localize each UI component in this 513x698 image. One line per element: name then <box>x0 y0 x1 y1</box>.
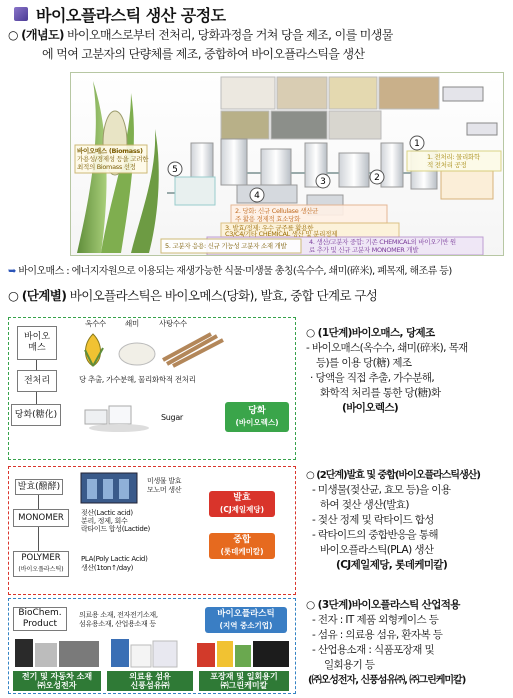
step-circle-1 <box>410 136 424 150</box>
stage1-flow-box <box>8 317 296 460</box>
stage1-line1: - 바이오매스(옥수수, 쇄미(碎米), 목재 <box>306 342 468 354</box>
stage3-description <box>306 598 512 688</box>
biomass-label-2: 가용성/경제성 등을 고려한 <box>77 155 149 163</box>
svg-text:1: 1 <box>414 139 420 149</box>
cane-label: 사탕수수 <box>159 319 187 328</box>
fermentation-image <box>79 471 139 505</box>
step1-label-a: 1. 전처리: 물리화학 <box>427 153 480 161</box>
step-circle-2 <box>370 170 384 184</box>
poly-badge-title: 중합 <box>233 535 251 545</box>
svg-text:3: 3 <box>320 177 326 187</box>
stage3-line4: 일회용기 등 <box>324 659 375 671</box>
biomass-note <box>8 262 508 277</box>
caption-packaging-title: 포장재 및 일회용기 <box>210 672 278 681</box>
biomass-node: 바이오 매스 <box>17 326 57 360</box>
step-circle-4 <box>250 188 264 202</box>
stage3-line2: - 섬유 : 의료용 섬유, 환자복 등 <box>312 629 443 641</box>
step3-label-a: 3. 발효/정제: 우수 균주를 활용한 <box>225 224 314 232</box>
product-desc-1: 의료용 소재, 전자전기소재, <box>79 611 158 619</box>
stage1-title: ○ (1단계)바이오매스, 당제조 <box>306 327 435 339</box>
stage3-line5: (㈜오성전자, 신풍섬유㈜, ㈜그린케미칼) <box>308 675 466 686</box>
ferm-badge-title: 발효 <box>233 493 251 503</box>
stages-label: (단계별) <box>21 288 67 303</box>
flow-connector-4 <box>38 527 39 551</box>
flow-connector-1 <box>36 360 37 370</box>
page-title-text: 바이오플라스틱 생산 공정도 <box>36 5 226 25</box>
sugar-label: Sugar <box>161 413 183 422</box>
caption-packaging-company: ㈜그린케미칼 <box>220 681 268 690</box>
sacch-badge-title: 당화 <box>248 406 266 416</box>
flow-connector-2 <box>36 392 37 404</box>
step3-label-b: C3/C4/기타 CHEMICAL 생산 및 분리정제 <box>225 230 338 238</box>
ferm-desc-2: 모노머 생산 <box>147 486 182 494</box>
stage3-flow-box <box>8 598 296 694</box>
step4-label-b: 료 추가 및 신규 고분자 MONOMER 개발 <box>309 246 419 254</box>
stages-bullet: ○ <box>8 288 19 303</box>
step4-label-a: 4. 생산/고분자 중합: 기존 CHEMICAL외 바이오기반 원 <box>309 238 456 246</box>
monomer-desc-3: 락타이드 합성(Lactide) <box>81 525 150 533</box>
overview-bullet: ○ <box>8 28 18 42</box>
step-circle-5 <box>168 162 182 176</box>
stage2-line4: - 락타이드의 중합반응을 통해 <box>312 529 438 541</box>
pretreat-desc: 당 추출, 가수분해, 물리화학적 전처리 <box>79 375 196 384</box>
polymer-node <box>13 551 69 577</box>
stage2-description <box>306 468 510 573</box>
ferm-badge-company: (CJ제일제당) <box>219 505 265 514</box>
overview-label: (개념도) <box>21 28 64 42</box>
caption-packaging <box>199 671 289 691</box>
fermentation-node: 발효(醱酵) <box>15 479 63 495</box>
stage1-description <box>306 326 510 416</box>
stage2-flow-box <box>8 466 296 595</box>
sacch-badge-company: (바이오렉스) <box>235 418 279 427</box>
saccharification-badge <box>225 402 289 432</box>
stage2-line6: (CJ제일제당, 롯데케미칼) <box>336 559 448 571</box>
biomass-note-text: 바이오매스 : 에너지자원으로 이용되는 재생가능한 식물·미생물 총칭(옥수수, 쇄미(碎米), 폐목재, 해조류 등) <box>18 266 452 277</box>
stage2-line1: - 미생물(젖산균, 효모 등)을 이용 <box>312 484 451 496</box>
product-node-title: BioChem. <box>18 608 62 618</box>
caption-medical-title: 의료용 섬유 <box>129 672 171 681</box>
product-node-sub: Product <box>22 619 58 629</box>
flow-connector-3 <box>38 495 39 509</box>
pretreat-node: 전처리 <box>17 370 57 392</box>
poly-badge-company: (롯데케미칼) <box>220 547 264 556</box>
caption-medical-company: 신풍섬유㈜ <box>130 681 170 690</box>
overview-line1: 바이오매스로부터 전처리, 당화과정을 거쳐 당을 제조, 이를 미생물 <box>67 28 393 42</box>
monomer-node: MONOMER <box>13 509 69 527</box>
stage3-line1: - 전자 : IT 제품 외형케이스 등 <box>312 614 439 626</box>
biomass-label-3: 최적의 Biomass 선정 <box>77 163 136 171</box>
caption-electronics-company: ㈜오성전자 <box>37 681 77 690</box>
product-badge <box>205 607 287 633</box>
arrow-right-icon: ➥ <box>8 266 16 277</box>
step2-label-b: 주 활용 경제적 효소당화 <box>235 215 301 223</box>
step1-label-b: 적 전처리 공정 <box>427 161 467 169</box>
sugar-image <box>79 400 159 434</box>
svg-text:5: 5 <box>172 165 178 175</box>
stages-text: 바이오플라스틱은 바이오메스(당화), 발효, 중합 단계로 구성 <box>69 288 378 303</box>
corn-label: 옥수수 <box>85 319 106 328</box>
stage1-line4: 화학적 처리를 통한 당(糖)화 <box>320 387 441 399</box>
svg-text:4: 4 <box>254 191 260 201</box>
process-illustration <box>70 72 504 256</box>
product-images <box>13 637 293 669</box>
monomer-desc-2: 분리, 정제, 회수 <box>81 517 128 525</box>
page-title <box>14 2 504 26</box>
stages-heading <box>8 286 508 304</box>
biomass-images <box>79 330 229 368</box>
polymer-node-title: POLYMER <box>21 553 61 563</box>
product-badge-title: 바이오플라스틱 <box>217 609 275 619</box>
polymerization-badge <box>209 533 275 559</box>
product-badge-company: (지역 중소기업) <box>219 621 273 630</box>
polymer-desc-1: PLA(Poly Lactic Acid) <box>81 555 148 563</box>
overview-paragraph <box>8 26 508 64</box>
step-circle-3 <box>316 174 330 188</box>
stage1-line5: (바이오렉스) <box>342 402 399 414</box>
stage1-line2: 등)를 이용 당(糖) 제조 <box>316 357 412 369</box>
stage2-title: ○ (2단계)발효 및 중합(바이오플라스틱생산) <box>306 470 480 481</box>
caption-electronics <box>13 671 101 691</box>
polymer-desc-2: 생산(1ton↑/day) <box>81 564 134 572</box>
rice-label: 쇄미 <box>125 319 139 328</box>
saccharification-node: 당화(糖化) <box>11 404 61 426</box>
fermentation-badge <box>209 491 275 517</box>
product-desc-2: 섬유용소재, 산업용소재 등 <box>79 620 156 628</box>
caption-electronics-title: 전기 및 자동차 소재 <box>21 672 93 681</box>
stage2-line2: 하여 젖산 생산(발효) <box>320 499 409 511</box>
ferm-desc-1: 미생물 발효 <box>147 477 182 485</box>
caption-medical <box>107 671 193 691</box>
polymer-node-sub: (바이오플라스틱) <box>18 566 64 573</box>
biomass-label-1: 바이오매스 (Biomass) <box>77 147 143 155</box>
monomer-desc-1: 젖산(Lactic acid) <box>81 509 133 517</box>
title-square-icon <box>14 7 28 21</box>
overview-line2: 에 먹여 고분자의 단량체를 제조, 중합하여 바이오플라스틱을 생산 <box>42 47 365 61</box>
stage2-line3: - 젖산 정제 및 락타이드 합성 <box>312 514 434 526</box>
stage3-line3: - 산업용소재 : 식품포장재 및 <box>312 644 435 656</box>
stage1-line3: · 당액을 직접 추출, 가수분해, <box>310 372 435 384</box>
step2-label-a: 2. 당화: 신규 Cellulase 생산균 <box>235 207 319 215</box>
stage3-title: ○ (3단계)바이오플라스틱 산업적용 <box>306 599 460 611</box>
product-node <box>13 607 67 631</box>
svg-text:2: 2 <box>374 173 380 183</box>
stage2-line5: 바이오플라스틱(PLA) 생산 <box>320 544 434 556</box>
step5-label: 5. 고분자 응용: 신규 기능성 고분자 소재 개발 <box>165 242 287 250</box>
